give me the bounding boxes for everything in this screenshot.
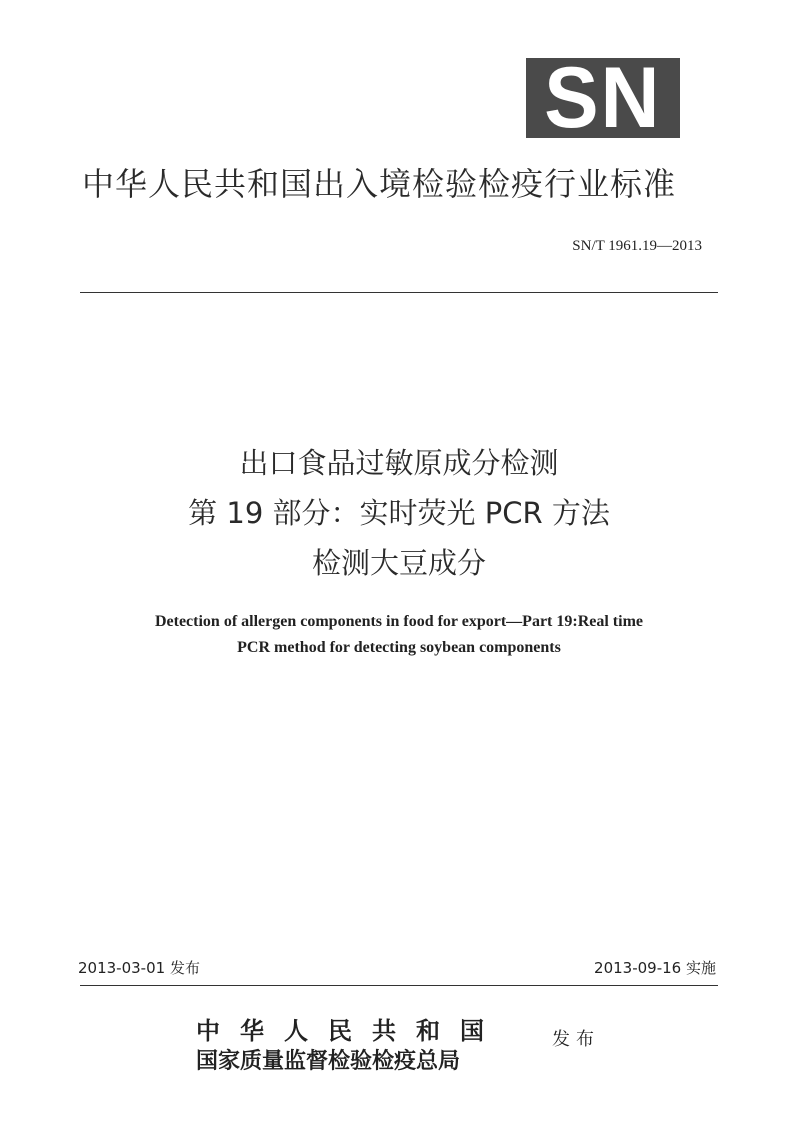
chinese-title-line-2: 第 19 部分：实时荧光 PCR 方法 — [188, 496, 610, 530]
issue-date: 2013-03-01 发布 — [78, 959, 200, 977]
issuer-block — [196, 1016, 541, 1076]
bottom-divider — [80, 985, 718, 986]
english-title-line-1: Detection of allergen components in food for export—Part 19:Real time — [154, 613, 644, 630]
publish-label: 发布 — [552, 1029, 600, 1050]
industry-standard-title: 中华人民共和国出入境检验检疫行业标准 — [82, 165, 677, 203]
english-title-line-2: PCR method for detecting soybean components — [237, 639, 561, 656]
chinese-title-line-3: 检测大豆成分 — [311, 546, 486, 580]
top-divider — [80, 292, 718, 293]
issuer-line-1: 中华人民共和国 — [196, 1016, 504, 1045]
chinese-title-line-1: 出口食品过敏原成分检测 — [239, 446, 559, 480]
standard-code: SN/T 1961.19—2013 — [572, 238, 702, 254]
sn-logo — [526, 58, 680, 138]
implementation-date: 2013-09-16 实施 — [594, 959, 716, 977]
issuer-line-2: 国家质量监督检验检疫总局 — [196, 1048, 461, 1074]
sn-logo-text: SN — [544, 58, 662, 138]
